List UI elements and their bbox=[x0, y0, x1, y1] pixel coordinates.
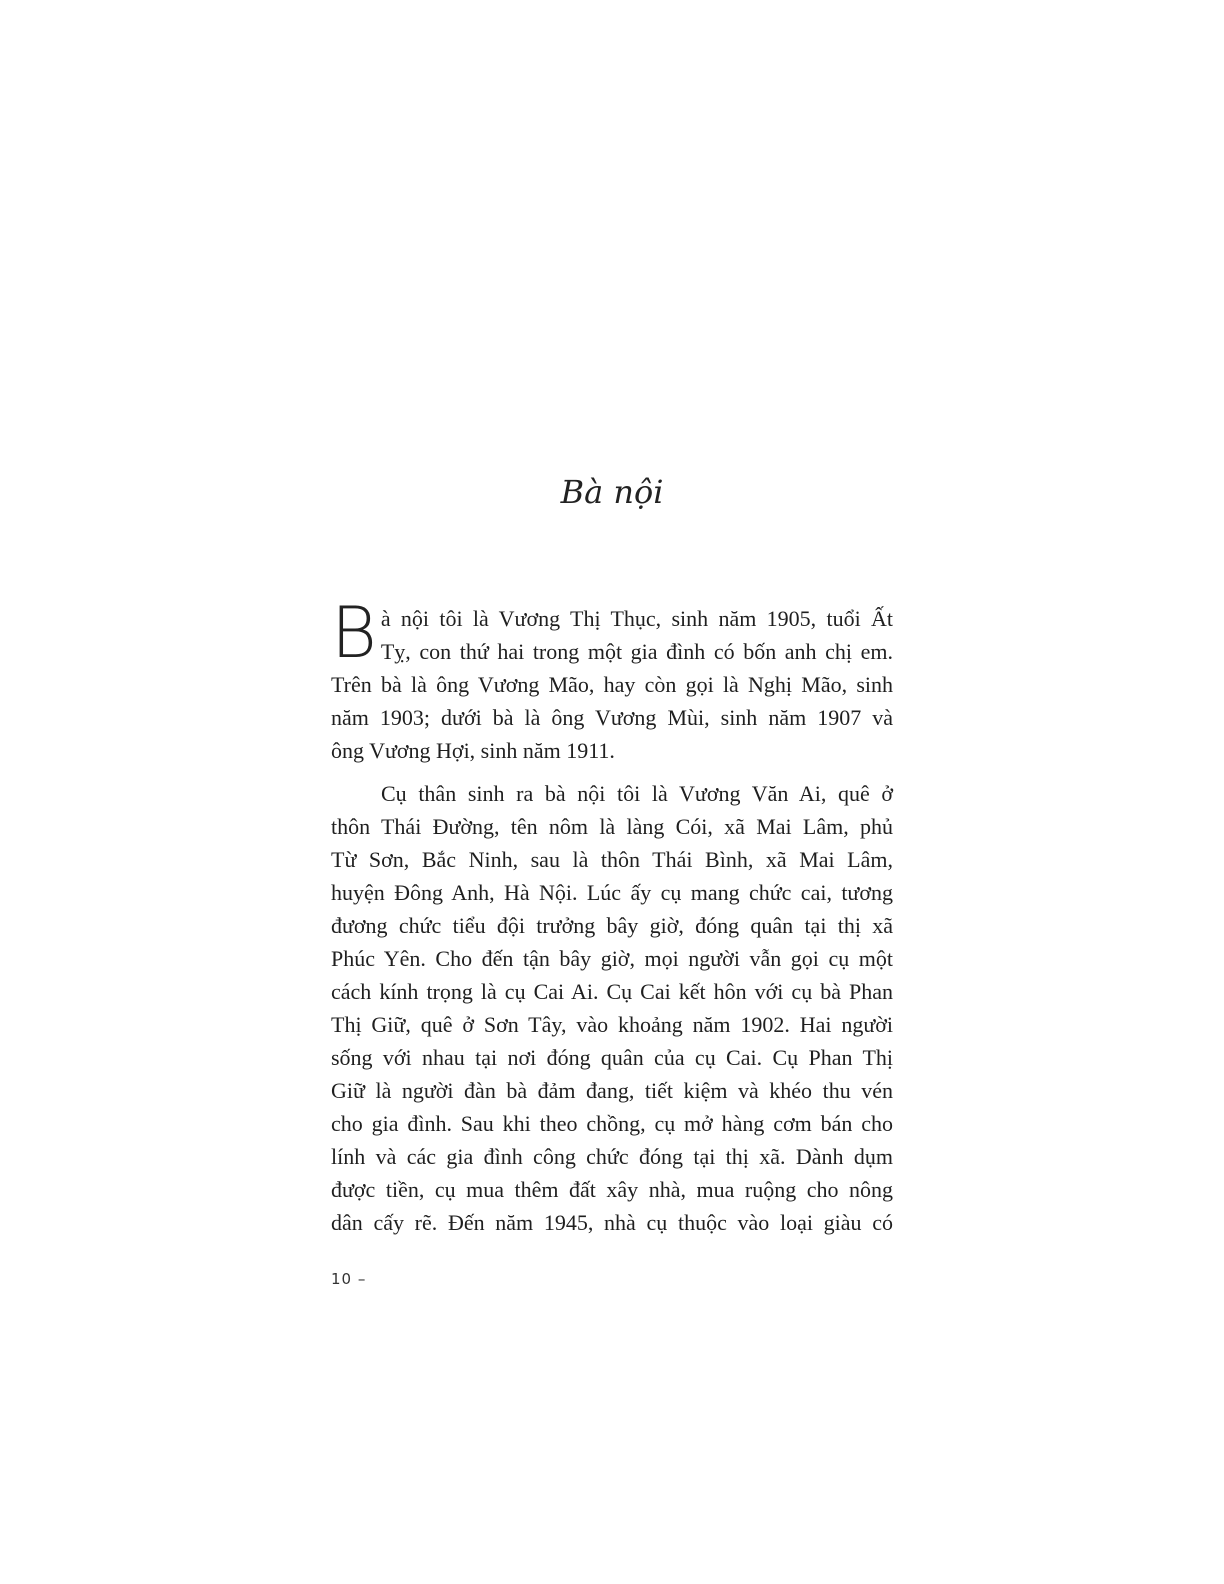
text-line: à nội tôi là Vương Thị Thục, sinh năm 1905, tuổi Ất bbox=[380, 606, 893, 631]
text-line: lính và các gia đình công chức đóng tại thị xã. Dành dụm bbox=[331, 1144, 893, 1169]
text-line: đương chức tiểu đội trưởng bây giờ, đóng quân tại thị xã bbox=[331, 913, 893, 938]
text-line: dân cấy rẽ. Đến năm 1945, nhà cụ thuộc vào loại giàu có bbox=[331, 1210, 893, 1235]
page-number: 10 – bbox=[331, 1270, 367, 1288]
text-line: Tỵ, con thứ hai trong một gia đình có bốn anh chị em. bbox=[380, 639, 893, 664]
text-line: Thị Giữ, quê ở Sơn Tây, vào khoảng năm 1902. Hai người bbox=[331, 1012, 893, 1037]
text-line: Phúc Yên. Cho đến tận bây giờ, mọi người vẫn gọi cụ một bbox=[331, 946, 893, 971]
chapter-title: Bà nội bbox=[560, 473, 664, 511]
text-line: được tiền, cụ mua thêm đất xây nhà, mua ruộng cho nông bbox=[331, 1177, 893, 1202]
text-line: Trên bà là ông Vương Mão, hay còn gọi là Nghị Mão, sinh bbox=[331, 672, 893, 697]
text-line: thôn Thái Đường, tên nôm là làng Cói, xã Mai Lâm, phủ bbox=[331, 814, 893, 839]
drop-cap: B bbox=[331, 592, 377, 674]
paragraph-1 bbox=[331, 592, 893, 767]
body-text bbox=[331, 592, 893, 1239]
text-line: ông Vương Hợi, sinh năm 1911. bbox=[331, 738, 615, 763]
text-line: huyện Đông Anh, Hà Nội. Lúc ấy cụ mang chức cai, tương bbox=[331, 880, 893, 905]
text-line: cách kính trọng là cụ Cai Ai. Cụ Cai kết hôn với cụ bà Phan bbox=[331, 979, 893, 1004]
text-line: Từ Sơn, Bắc Ninh, sau là thôn Thái Bình, xã Mai Lâm, bbox=[331, 847, 893, 872]
text-line: năm 1903; dưới bà là ông Vương Mùi, sinh năm 1907 và bbox=[331, 705, 893, 730]
paragraph-2 bbox=[331, 777, 893, 1239]
text-line: sống với nhau tại nơi đóng quân của cụ Cai. Cụ Phan Thị bbox=[331, 1045, 893, 1070]
text-line: Giữ là người đàn bà đảm đang, tiết kiệm và khéo thu vén bbox=[331, 1078, 893, 1103]
text-line: cho gia đình. Sau khi theo chồng, cụ mở hàng cơm bán cho bbox=[331, 1111, 893, 1136]
text-line: Cụ thân sinh ra bà nội tôi là Vương Văn Ai, quê ở bbox=[381, 781, 893, 806]
